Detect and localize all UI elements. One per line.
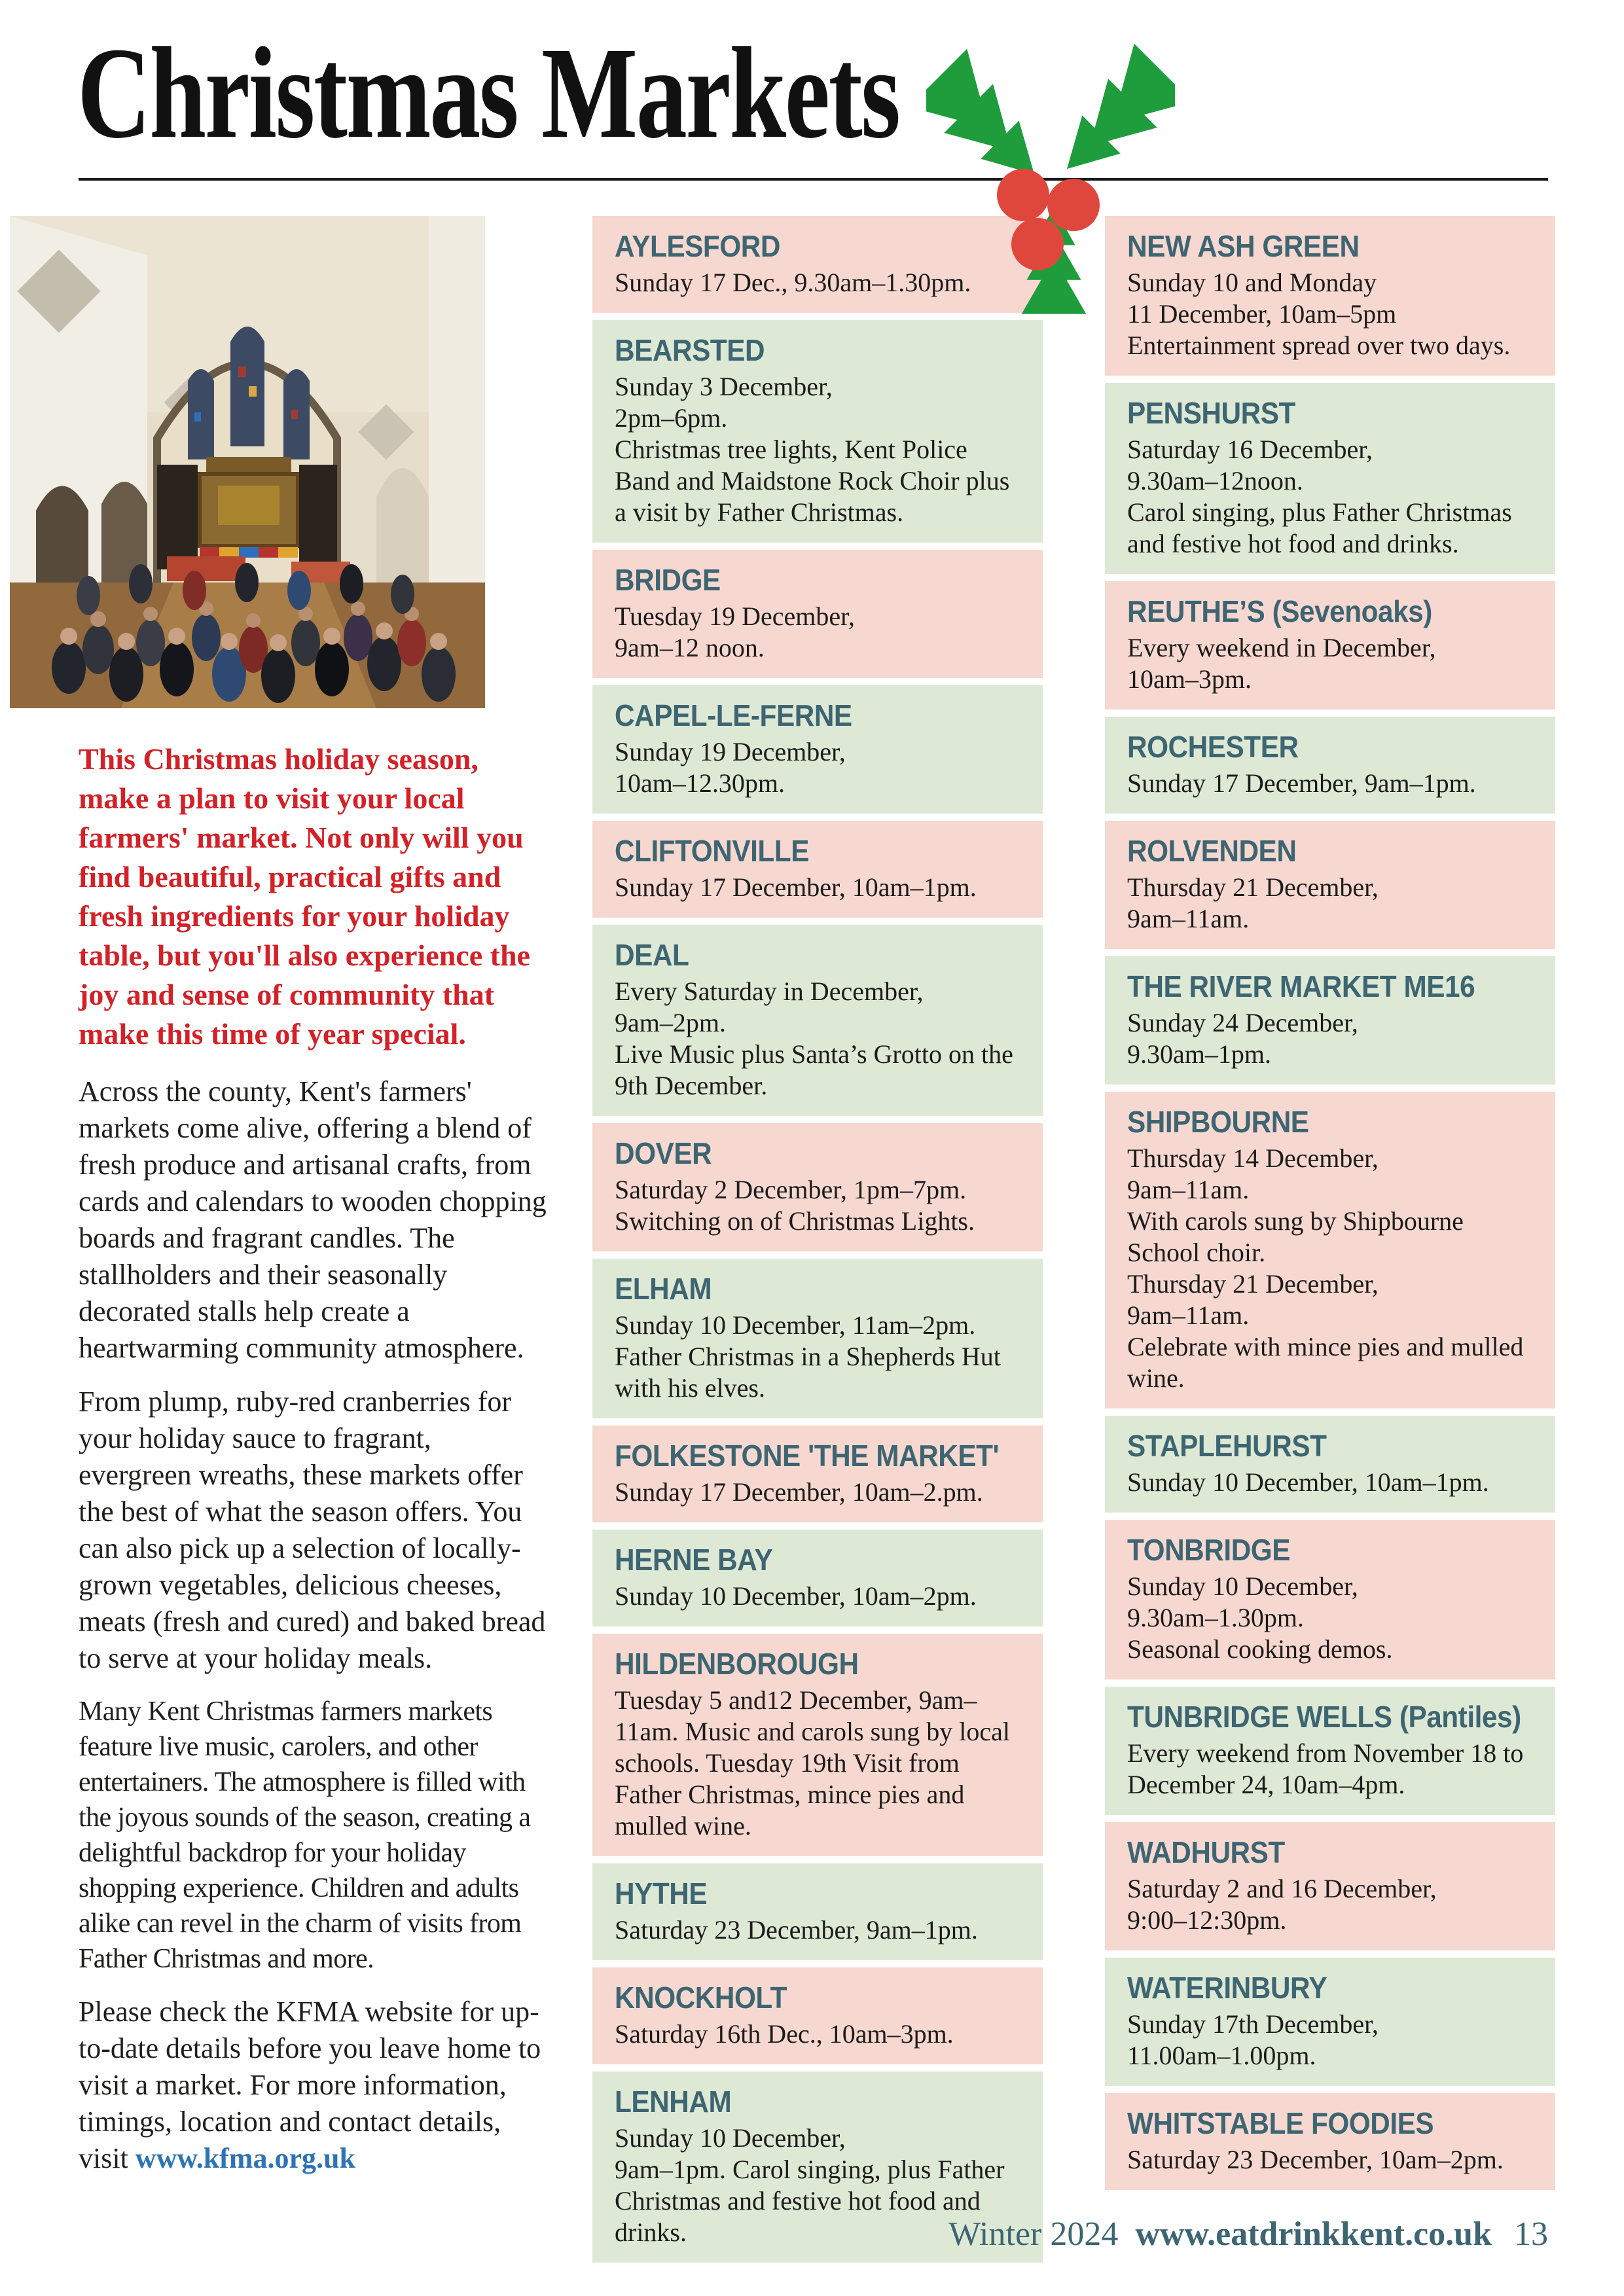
listing-title: CLIFTONVILLE — [615, 834, 809, 868]
listing-title: WADHURST — [1127, 1835, 1285, 1869]
listing-detail: Every weekend from November 18 to December 24, 10am–4pm. — [1127, 1738, 1524, 1799]
listing-title: DEAL — [615, 938, 689, 972]
church-market-photo — [10, 216, 485, 708]
listing — [1105, 1822, 1555, 1950]
listing-title: ROCHESTER — [1127, 730, 1299, 764]
listing — [592, 1123, 1043, 1251]
intro-paragraph: This Christmas holiday season, make a plan to visit your local farmers' market. Not only will you find beautiful, practical gifts and fresh ingredients for your holiday table, but you'll also experience the joy and sense of community that make this time of year special. — [79, 742, 530, 1050]
listing — [1105, 1687, 1555, 1815]
listing-detail: Sunday 10 December, 10am–1pm. — [1127, 1467, 1489, 1497]
listing — [592, 1967, 1043, 2064]
listing-title: STAPLEHURST — [1127, 1429, 1327, 1463]
listing-title: PENSHURST — [1127, 396, 1295, 430]
listing-detail: Every Saturday in December, — [615, 977, 924, 1006]
listing-detail: 10am–12.30pm. — [615, 768, 785, 798]
listing-detail: Christmas tree lights, Kent Police Band and Maidstone Rock Choir plus a visit by Father Christmas. — [615, 435, 1010, 527]
listing-detail: 2pm–6pm. — [615, 403, 728, 433]
listing — [592, 1259, 1043, 1418]
body-paragraph: Across the county, Kent's farmers' markets come alive, offering a blend of fresh produce and artisanal crafts, from cards and calendars to wooden chopping boards and fragrant candles. The stallholders and their seasonally decorated stalls help create a heartwarming community atmosphere. — [79, 1075, 547, 1364]
kfma-link[interactable]: www.kfma.org.uk — [135, 2142, 355, 2174]
listing — [1105, 821, 1555, 949]
listing-detail: Father Christmas in a Shepherds Hut with his elves. — [615, 1342, 1001, 1403]
listing-title: CAPEL-LE-FERNE — [615, 698, 852, 732]
listing-title: WATERINBURY — [1127, 1971, 1327, 2005]
listing-detail: 9am–11am. — [1127, 1300, 1250, 1330]
listing — [1105, 956, 1555, 1085]
listing-detail: Sunday 17 December, 9am–1pm. — [1127, 768, 1476, 798]
body-paragraph: Many Kent Christmas farmers markets feature live music, carolers, and other entertainers. The atmosphere is filled with the joyous sounds of the season, creating a delightful backdrop for your holiday shopping experience. Children and adults alike can revel in the charm of visits from Father Christmas and more. — [79, 1696, 531, 1974]
listing — [1105, 717, 1555, 814]
listing-detail: Sunday 10 and Monday — [1127, 268, 1377, 297]
footer-issue: Winter 2024 — [948, 2215, 1119, 2253]
listing — [592, 925, 1043, 1116]
listings-column-1 — [592, 216, 1043, 2270]
listing-detail: Sunday 10 December, 11am–2pm. — [615, 1310, 976, 1340]
listing-detail: 11 December, 10am–5pm — [1127, 299, 1397, 329]
listing-title: KNOCKHOLT — [615, 1981, 787, 2015]
listing-detail: Saturday 16 December, — [1127, 435, 1373, 464]
listing — [1105, 1958, 1555, 2086]
footer-website: www.eatdrinkkent.co.uk — [1135, 2215, 1492, 2253]
listing-detail: Seasonal cooking demos. — [1127, 1634, 1393, 1664]
listing-detail: 11.00am–1.00pm. — [1127, 2041, 1316, 2070]
listing-detail: Sunday 17 December, 10am–1pm. — [615, 872, 977, 902]
listing-detail: Carol singing, plus Father Christmas and festive hot food and drinks. — [1127, 497, 1512, 558]
listing-detail: Saturday 16th Dec., 10am–3pm. — [615, 2019, 954, 2049]
listing-detail: 9am–11am. — [1127, 904, 1250, 933]
listing — [592, 1530, 1043, 1626]
listing — [592, 685, 1043, 814]
listing-detail: Sunday 24 December, — [1127, 1008, 1358, 1037]
listing-detail: Thursday 21 December, — [1127, 872, 1379, 902]
listing-detail: Sunday 10 December, — [615, 2123, 846, 2153]
listing-title: HYTHE — [615, 1876, 708, 1910]
listing-title: FOLKESTONE 'THE MARKET' — [615, 1439, 1000, 1473]
listing-title: HERNE BAY — [615, 1543, 773, 1577]
listing — [1105, 1092, 1555, 1408]
listing-detail: Entertainment spread over two days. — [1127, 331, 1511, 360]
body-paragraph-closing — [79, 1994, 549, 2177]
listing-title: BEARSTED — [615, 333, 765, 367]
listing-detail: 9am–1pm. Carol singing, plus Father Christmas and festive hot food and drinks. — [615, 2155, 1005, 2247]
listing-title: AYLESFORD — [615, 229, 780, 263]
listings-column-2 — [1105, 216, 1555, 2197]
listing-detail: Saturday 23 December, 10am–2pm. — [1127, 2145, 1504, 2174]
listing — [592, 821, 1043, 918]
listing — [1105, 2093, 1555, 2190]
listing-detail: With carols sung by Shipbourne School choir. — [1127, 1206, 1464, 1267]
footer-page-number: 13 — [1514, 2215, 1548, 2253]
listing-title: ELHAM — [615, 1272, 712, 1306]
article-body — [79, 740, 549, 2194]
listing — [592, 1634, 1043, 1856]
listing-title: ROLVENDEN — [1127, 834, 1297, 868]
listing-detail: Thursday 14 December, — [1127, 1143, 1379, 1173]
listing-detail: Sunday 10 December, 10am–2pm. — [615, 1581, 977, 1611]
listing-detail: 9:00–12:30pm. — [1127, 1905, 1287, 1935]
listing — [592, 320, 1043, 543]
body-paragraphs — [79, 1073, 549, 1977]
listing-detail: 9am–2pm. — [615, 1008, 726, 1037]
title-rule — [79, 178, 1548, 181]
listing — [1105, 1416, 1555, 1513]
listing-detail: Thursday 21 December, — [1127, 1269, 1379, 1299]
listing — [592, 550, 1043, 678]
listing — [1105, 383, 1555, 574]
listing-detail: Switching on of Christmas Lights. — [615, 1206, 975, 1236]
listing-detail: Sunday 19 December, — [615, 737, 846, 766]
listing — [592, 1426, 1043, 1522]
listing-detail: Celebrate with mince pies and mulled wine. — [1127, 1332, 1524, 1393]
listing-title: BRIDGE — [615, 563, 721, 597]
listing-detail: Tuesday 5 and12 December, 9am–11am. Music and carols sung by local schools. Tuesday 19th Visit from Father Christmas, mince pies and mulled wine. — [615, 1685, 1010, 1840]
listing-title: WHITSTABLE FOODIES — [1127, 2106, 1434, 2140]
listing-detail: Every weekend in December, — [1127, 633, 1436, 662]
page-footer — [948, 2217, 1548, 2251]
listing-title: HILDENBOROUGH — [615, 1647, 859, 1681]
listing — [592, 1863, 1043, 1960]
holly-icon — [926, 5, 1175, 319]
listing-title: TONBRIDGE — [1127, 1533, 1291, 1567]
listing-detail: 9.30am–12noon. — [1127, 466, 1303, 495]
listing-title: THE RIVER MARKET ME16 — [1127, 969, 1475, 1003]
listing-title: NEW ASH GREEN — [1127, 229, 1360, 263]
listing-title: DOVER — [615, 1136, 712, 1170]
listing-detail: Sunday 10 December, — [1127, 1571, 1358, 1601]
closing-text: Please check the KFMA website for up-to-date details before you leave home to visit a market. For more information, timings, location and contact details, visit — [79, 1996, 541, 2174]
listing-detail: 9am–12 noon. — [615, 633, 765, 662]
listing-detail: Sunday 17 Dec., 9.30am–1.30pm. — [615, 268, 971, 297]
listing-detail: Sunday 17 December, 10am–2.pm. — [615, 1477, 983, 1507]
listing-detail: Tuesday 19 December, — [615, 601, 855, 631]
listing-detail: 9am–11am. — [1127, 1175, 1250, 1204]
listing-detail: Saturday 2 and 16 December, — [1127, 1874, 1437, 1903]
listing-title: LENHAM — [615, 2085, 732, 2119]
listing-detail: 9.30am–1.30pm. — [1127, 1603, 1304, 1632]
listing-detail: Sunday 3 December, — [615, 372, 833, 401]
listing-detail: 10am–3pm. — [1127, 664, 1252, 694]
listing-detail: 9.30am–1pm. — [1127, 1039, 1271, 1069]
listing-title: REUTHE’S (Sevenoaks) — [1127, 594, 1432, 628]
listing-title: TUNBRIDGE WELLS (Pantiles) — [1127, 1700, 1521, 1734]
listing-detail: Saturday 23 December, 9am–1pm. — [615, 1915, 978, 1945]
listing-detail: Sunday 17th December, — [1127, 2009, 1379, 2039]
listing-title: SHIPBOURNE — [1127, 1105, 1309, 1139]
page-title: Christmas Markets — [77, 21, 899, 166]
listing — [1105, 1520, 1555, 1679]
listing-detail: Saturday 2 December, 1pm–7pm. — [615, 1175, 967, 1204]
listing-detail: Live Music plus Santa’s Grotto on the 9th December. — [615, 1039, 1013, 1100]
listing — [1105, 581, 1555, 709]
body-paragraph: From plump, ruby-red cranberries for your holiday sauce to fragrant, evergreen wreaths, these markets offer the best of what the season offers. You can also pick up a selection of locally-grown vegetables, delicious cheeses, meats (fresh and cured) and baked bread to serve at your holiday meals. — [79, 1386, 546, 1674]
